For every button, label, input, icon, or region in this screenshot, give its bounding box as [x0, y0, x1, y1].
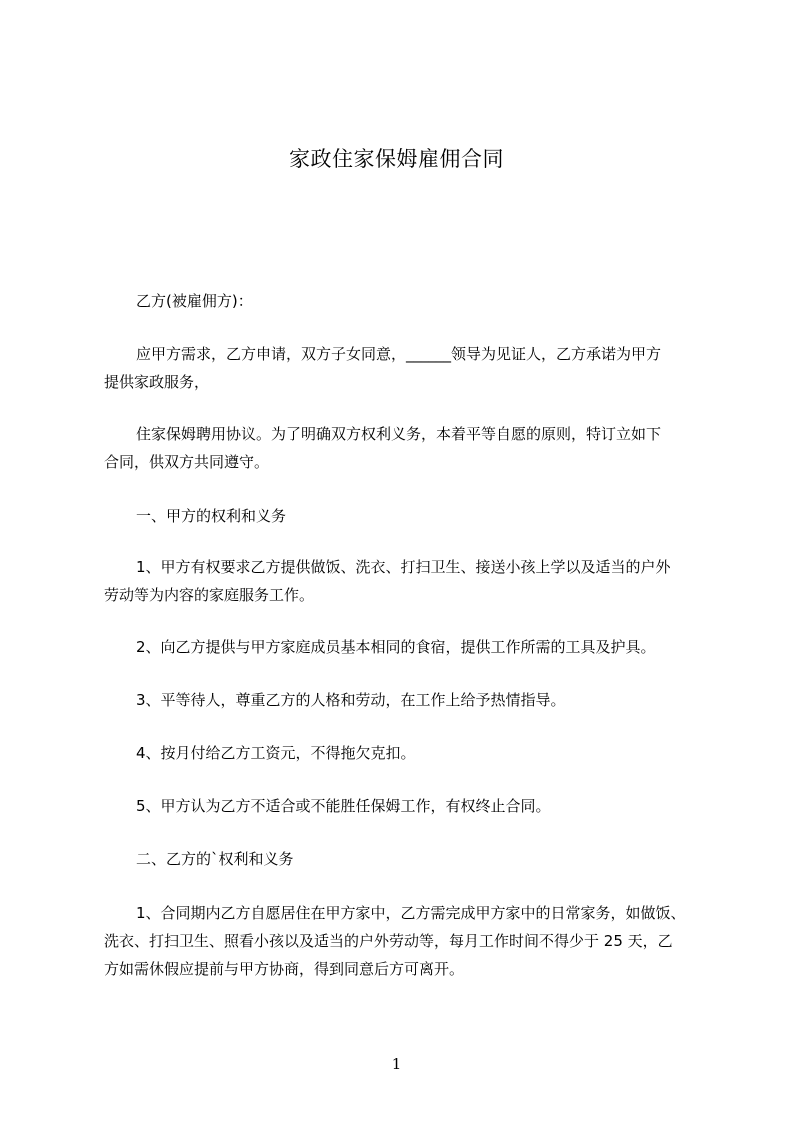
section-1-item-3-text: 3、平等待人，尊重乙方的人格和劳动，在工作上给予热情指导。 — [136, 691, 566, 709]
section-1-item-2 — [104, 633, 728, 661]
section-1-item-3 — [104, 686, 728, 714]
intro-1-line-2: 提供家政服务， — [104, 373, 210, 391]
document-title: 家政住家保姆雇佣合同 — [289, 147, 504, 171]
section-2-item-1-line-1: 1、合同期内乙方自愿居住在甲方家中，乙方需完成甲方家中的日常家务，如做饭、 — [136, 904, 686, 922]
section-1-heading — [104, 502, 728, 530]
section-1-item-5 — [104, 792, 728, 820]
intro-paragraph-2 — [104, 420, 696, 476]
intro-1-line-1: 应甲方需求，乙方申请，双方子女同意，______领导为见证人，乙方承诺为甲方 — [136, 345, 662, 363]
section-2-item-1 — [104, 899, 696, 983]
section-1-item-5-text: 5、甲方认为乙方不适合或不能胜任保姆工作，有权终止合同。 — [136, 797, 551, 815]
section-1-item-4-text: 4、按月付给乙方工资元，不得拖欠克扣。 — [136, 744, 416, 762]
intro-2-line-2: 合同，供双方共同遵守。 — [104, 453, 270, 471]
party-b-label — [104, 287, 728, 315]
intro-paragraph-1 — [104, 340, 696, 396]
section-1-item-1-line-1: 1、甲方有权要求乙方提供做饭、洗衣、打扫卫生、接送小孩上学以及适当的户外 — [136, 558, 671, 576]
section-2-heading — [104, 845, 728, 873]
section-2-item-1-line-2: 洗衣、打扫卫生、照看小孩以及适当的户外劳动等，每月工作时间不得少于 25 天，乙 — [104, 932, 673, 950]
section-2-item-1-line-3: 方如需休假应提前与甲方协商，得到同意后方可离开。 — [104, 960, 465, 978]
section-1-heading-text: 一、甲方的权利和义务 — [136, 507, 287, 525]
section-1-item-1-line-2: 劳动等为内容的家庭服务工作。 — [104, 586, 315, 604]
page-number: 1 — [391, 1055, 402, 1073]
intro-2-line-1: 住家保姆聘用协议。为了明确双方权利义务，本着平等自愿的原则，特订立如下 — [136, 425, 662, 443]
party-b-label-text: 乙方(被雇佣方)： — [136, 292, 253, 310]
section-2-heading-text: 二、乙方的`权利和义务 — [136, 850, 294, 868]
section-1-item-1 — [104, 553, 696, 609]
section-1-item-4 — [104, 739, 728, 767]
section-1-item-2-text: 2、向乙方提供与甲方家庭成员基本相同的食宿，提供工作所需的工具及护具。 — [136, 638, 656, 656]
